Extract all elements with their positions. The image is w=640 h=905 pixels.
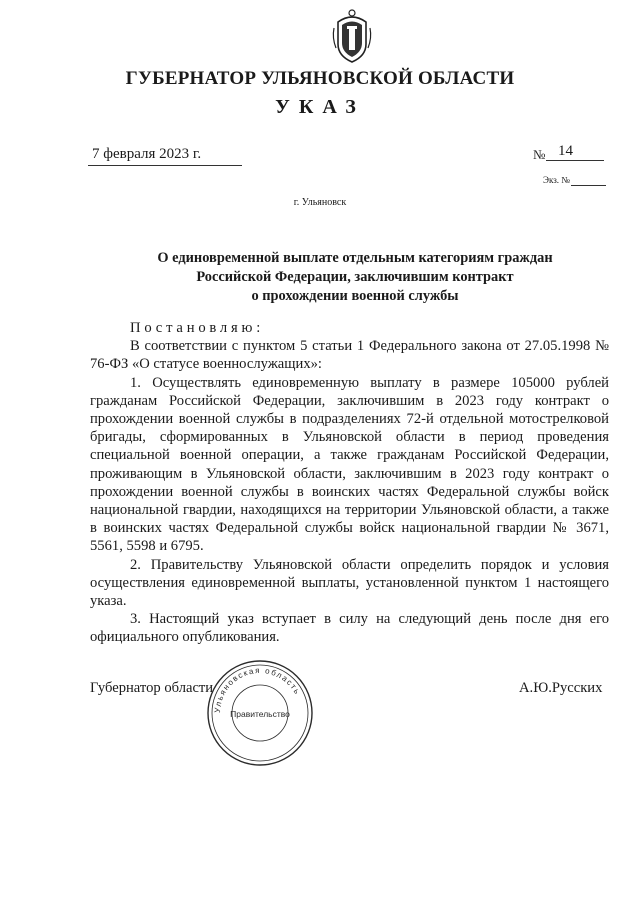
decree-word: Постановляю: <box>130 320 265 336</box>
clause-1: 1. Осуществлять единовременную выплату в размере 105000 рублей гражданам Российской Федерации, заключившим в 2023 году контракт о прохождении военной службы в подразделениях 72-й отдельной мотострелковой бригады, сформированных в Ульяновской области в период проведения специальной военной операции, а также гражданам Российской Федерации, проживающим в Ульяновской области, заключившим в 2023 году контракт о прохождении военной службы в воинских частях Федеральной службы войск национальной гвардии, находящихся на территории Ульяновской области, а также в воинских частях Федеральной службы войск национальной гвардии № 3671, 5561, 5598 и 6795. <box>90 374 609 555</box>
number-underline <box>546 160 604 161</box>
number-label: № <box>533 147 546 162</box>
document-type: УКАЗ <box>275 96 365 118</box>
document-number: 14 <box>558 143 573 159</box>
city: г. Ульяновск <box>293 197 347 208</box>
signatory-role: Губернатор области <box>90 680 214 696</box>
clause-3: 3. Настоящий указ вступает в силу на следующий день после дня его официального опубликования. <box>90 611 609 646</box>
official-seal-stamp <box>205 658 315 768</box>
document-date: 7 февраля 2023 г. <box>92 146 202 162</box>
subject-line: о прохождении военной службы <box>251 288 459 304</box>
preamble: В соответствии с пунктом 5 статьи 1 Федерального закона от 27.05.1998 № 76-ФЗ «О статусе военнослужащих»: <box>90 338 609 373</box>
document-subject <box>130 249 580 306</box>
subject-line: О единовременной выплате отдельным категориям граждан <box>157 250 553 266</box>
seal-center-text: Правительство <box>230 709 290 719</box>
seal-ring-text: Ульяновская область <box>212 665 303 714</box>
copy-number-label: Экз. № <box>543 175 570 185</box>
subject-line: Российской Федерации, заключившим контракт <box>196 269 514 285</box>
coat-of-arms-icon <box>330 8 374 64</box>
date-underline <box>88 165 242 166</box>
signatory-name: А.Ю.Русских <box>519 680 603 696</box>
document-body <box>90 319 609 647</box>
clause-2: 2. Правительству Ульяновской области определить порядок и условия осуществления единовременной выплаты, установленной пунктом 1 настоящего указа. <box>90 556 609 610</box>
copy-number-underline <box>571 185 606 186</box>
org-title: ГУБЕРНАТОР УЛЬЯНОВСКОЙ ОБЛАСТИ <box>125 68 515 89</box>
